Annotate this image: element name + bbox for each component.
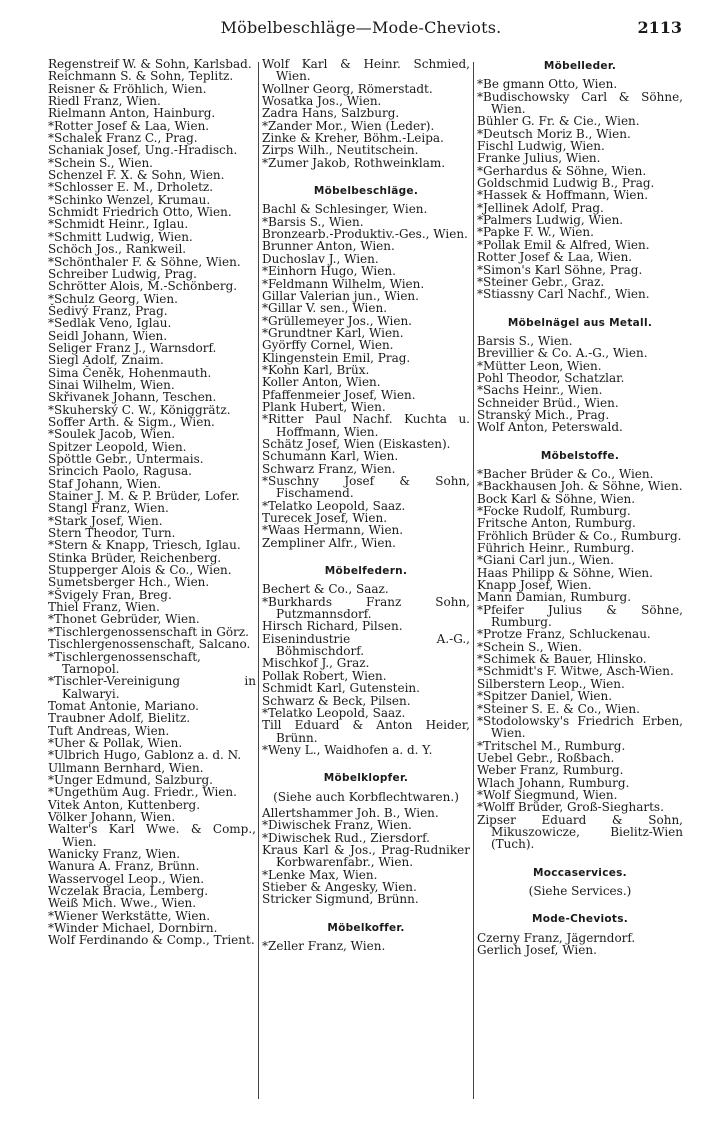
directory-entry: *Diwischek Rud., Ziersdorf. — [262, 830, 430, 845]
section-heading: Möbelfedern. — [324, 565, 408, 578]
directory-entry: *Pollak Emil & Alfred, Wien. — [477, 237, 650, 252]
directory-entry: Stupperger Alois & Co., Wien. — [48, 563, 232, 578]
section-heading: Möbelleder. — [543, 60, 617, 72]
directory-entry: *Wiener Werkstätte, Wien. — [48, 908, 211, 923]
directory-entry: Vitek Anton, Kuttenberg. — [48, 797, 201, 812]
directory-entry: *Steiner S. E. & Co., Wien. — [477, 701, 640, 716]
directory-entry: *Wolff Brüder, Groß-Siegharts. — [477, 800, 664, 815]
directory-entry: *Simon's Karl Söhne, Prag. — [477, 262, 643, 277]
directory-entry: *Budischowsky Carl & Söhne, Wien. — [477, 89, 683, 117]
directory-entry: Schwarz Franz, Wien. — [262, 461, 396, 476]
directory-entry: Gillar Valerian jun., Wien. — [262, 288, 419, 303]
directory-entry: Silberstern Leop., Wien. — [477, 676, 625, 691]
directory-entry: *Stark Josef, Wien. — [48, 513, 163, 528]
directory-entry: Koller Anton, Wien. — [262, 375, 381, 390]
section-heading: Möbelkoffer. — [327, 921, 405, 934]
directory-entry: *Tischler-Vereinigung in Kalwaryi. — [48, 674, 256, 701]
directory-entry: Sima Čeněk, Hohenmauth. — [48, 365, 212, 380]
directory-entry: *Palmers Ludwig, Wien. — [477, 213, 624, 228]
directory-entry: Sinai Wilhelm, Wien. — [48, 377, 175, 392]
directory-entry: *Unger Edmund, Salzburg. — [48, 772, 213, 787]
directory-entry: *Mütter Leon, Wien. — [477, 358, 602, 373]
directory-entry: *Schalek Franz C., Prag. — [48, 131, 198, 146]
directory-entry: *Thonet Gebrüder, Wien. — [48, 612, 200, 627]
directory-entry: *Sedlak Veno, Iglau. — [48, 316, 172, 331]
directory-entry: Reisner & Fröhlich, Wien. — [48, 81, 207, 96]
page-header — [40, 18, 682, 42]
directory-entry: Tischlergenossenschaft, Salcano. — [48, 637, 251, 652]
directory-entry: Reichmann S. & Sohn, Teplitz. — [48, 69, 234, 84]
directory-entry: Eisenindustrie A.-G., Böhmischdorf. — [262, 631, 470, 659]
directory-entry: Bachl & Schlesinger, Wien. — [262, 202, 428, 217]
directory-entry: *Švigely Fran, Breg. — [48, 587, 172, 602]
directory-entry: *Bacher Brüder & Co., Wien. — [477, 466, 654, 481]
directory-entry: *Feldmann Wilhelm, Wien. — [262, 276, 425, 291]
directory-entry: *Diwischek Franz, Wien. — [262, 818, 412, 833]
directory-entry: *Grüllemeyer Jos., Wien. — [262, 313, 412, 328]
directory-entry: *Schmidt Heinr., Iglau. — [48, 217, 189, 232]
directory-entry: Pfaffenmeier Josef, Wien. — [262, 387, 416, 402]
directory-entry: Stieber & Angesky, Wien. — [262, 879, 417, 894]
directory-entry: Stangl Franz, Wien. — [48, 501, 169, 516]
directory-entry: Stricker Sigmund, Brünn. — [262, 892, 419, 907]
directory-entry: *Weny L., Waidhofen a. d. Y. — [262, 742, 433, 757]
directory-entry: Mischkof J., Graz. — [262, 656, 370, 671]
directory-entry: Schreiber Ludwig, Prag. — [48, 266, 197, 281]
directory-entry: *Telatko Leopold, Saaz. — [262, 705, 406, 720]
directory-entry: Rotter Josef & Laa, Wien. — [477, 250, 633, 265]
directory-entry: Uebel Gebr., Roßbach. — [477, 750, 615, 765]
directory-entry: Schwarz & Beck, Pilsen. — [262, 693, 411, 708]
directory-entry: Duchoslav J., Wien. — [262, 251, 379, 266]
directory-entry: Weber Franz, Rumburg. — [477, 763, 624, 778]
directory-entry: Schätz Josef, Wien (Eiskasten). — [262, 436, 451, 451]
directory-entry: Klingenstein Emil, Prag. — [262, 350, 411, 365]
directory-entry: Plank Hubert, Wien. — [262, 399, 386, 414]
directory-entry: Wlach Johann, Rumburg. — [477, 775, 630, 790]
directory-entry: *Schmidt's F. Witwe, Asch-Wien. — [477, 664, 674, 679]
directory-entry: Pohl Theodor, Schatzlar. — [477, 370, 625, 385]
directory-entry: Zempliner Alfr., Wien. — [262, 535, 396, 550]
directory-entry: *Jellinek Adolf, Prag. — [477, 200, 604, 215]
directory-entry: Siegl Adolf, Znaim. — [48, 353, 164, 368]
directory-entry: Zipser Eduard & Sohn, Mikuszowicze, Bielitz-Wien (Tuch). — [477, 812, 683, 852]
directory-entry: *Schlosser E. M., Drholetz. — [48, 180, 214, 195]
directory-entry: *Pfeifer Julius & Söhne, Rumburg. — [477, 602, 683, 630]
directory-entry: Wanicky Franz, Wien. — [48, 847, 181, 861]
directory-entry: *Soulek Jacob, Wien. — [48, 427, 176, 442]
directory-entry: Schumann Karl, Wien. — [262, 449, 399, 464]
directory-entry: Spitzer Leopold, Wien. — [48, 439, 187, 454]
directory-entry: *Grundtner Karl, Wien. — [262, 325, 404, 340]
directory-entry: Kraus Karl & Jos., Prag-Rudniker Korbwarenfabr., Wien. — [262, 842, 470, 870]
directory-entry: Staf Johann, Wien. — [48, 476, 162, 491]
directory-entry: Fritsche Anton, Rumburg. — [477, 516, 636, 531]
directory-entry: Wolf Karl & Heinr. Schmied, Wien. — [262, 57, 470, 84]
directory-entry: Wczelak Bracia, Lemberg. — [48, 884, 209, 899]
page-number: 2113 — [637, 18, 682, 37]
directory-entry: *Gerhardus & Söhne, Wien. — [477, 163, 647, 178]
directory-entry: *Waas Hermann, Wien. — [262, 523, 404, 538]
directory-entry: Mann Damian, Rumburg. — [477, 590, 632, 605]
directory-entry: Zadra Hans, Salzburg. — [262, 106, 400, 121]
directory-entry: *Ritter Paul Nachf. Kuchta u. Hoffmann, Wien. — [262, 412, 470, 439]
page-title: Möbelbeschläge—Mode-Cheviots. — [220, 18, 502, 37]
directory-entry: Wolf Ferdinando & Comp., Trient. — [48, 933, 255, 948]
directory-entry: Czerny Franz, Jägerndorf. — [477, 930, 636, 945]
directory-entry: *Ungethüm Aug. Friedr., Wien. — [48, 785, 237, 800]
section-note: (Siehe Services.) — [528, 883, 632, 898]
directory-entry: Brunner Anton, Wien. — [262, 239, 395, 254]
directory-entry: *Schein S., Wien. — [477, 639, 582, 654]
directory-entry: *Schinko Wenzel, Krumau. — [48, 192, 211, 207]
directory-entry: *Backhausen Joh. & Söhne, Wien. — [477, 479, 683, 494]
directory-entry: *Stodolowsky's Friedrich Erben, Wien. — [477, 713, 683, 741]
directory-entry: Schmidt Friedrich Otto, Wien. — [48, 205, 232, 220]
directory-entry: Stern Theodor, Turn. — [48, 526, 176, 541]
column-1 — [48, 58, 256, 947]
directory-entry: Allertshammer Joh. B., Wien. — [262, 805, 439, 820]
column-rule — [258, 62, 259, 1099]
directory-entry: Hirsch Richard, Pilsen. — [262, 619, 403, 634]
directory-entry: Stainer J. M. & P. Brüder, Lofer. — [48, 489, 240, 504]
directory-entry: Šedivý Franz, Prag. — [48, 303, 168, 318]
directory-entry: Schmidt Karl, Gutenstein. — [262, 681, 420, 696]
section-heading: Möbelstoffe. — [540, 449, 620, 462]
directory-entry: Bühler G. Fr. & Cie., Wien. — [477, 114, 640, 129]
directory-entry: *Wolf Siegmund, Wien. — [477, 787, 618, 802]
directory-entry: Schenzel F. X. & Sohn, Wien. — [48, 168, 225, 183]
section-heading: Möbelnägel aus Metall. — [507, 316, 653, 329]
directory-entry: *Sachs Heinr., Wien. — [477, 383, 603, 398]
directory-entry: *Focke Rudolf, Rumburg. — [477, 504, 631, 518]
directory-entry: *Kohn Karl, Brüx. — [262, 362, 370, 377]
directory-entry: *Stern & Knapp, Triesch, Iglau. — [48, 538, 241, 553]
directory-entry: *Tritschel M., Rumburg. — [477, 738, 626, 753]
directory-entry: *Zander Mor., Wien (Leder). — [262, 118, 435, 133]
directory-entry: Schrötter Alois, M.-Schönberg. — [48, 279, 238, 294]
directory-entry: Völker Johann, Wien. — [48, 809, 176, 824]
directory-entry: *Schimek & Bauer, Hlinsko. — [477, 652, 647, 667]
directory-entry: *Giani Carl jun., Wien. — [477, 553, 614, 568]
column-rule — [473, 62, 474, 1099]
directory-entry: *Be gmann Otto, Wien. — [477, 77, 618, 92]
directory-entry: Seliger Franz J., Warnsdorf. — [48, 340, 217, 355]
directory-entry: Bechert & Co., Saaz. — [262, 582, 389, 597]
directory-entry: Fröhlich Brüder & Co., Rumburg. — [477, 528, 682, 543]
directory-entry: Skřivanek Johann, Teschen. — [48, 390, 217, 405]
directory-entry: *Schein S., Wien. — [48, 155, 153, 170]
directory-entry: *Spitzer Daniel, Wien. — [477, 689, 613, 704]
directory-entry: Pollak Robert, Wien. — [262, 668, 387, 683]
directory-entry: Barsis S., Wien. — [477, 333, 573, 348]
directory-entry: *Protze Franz, Schluckenau. — [477, 627, 651, 642]
directory-entry: Walter's Karl Wwe. & Comp., Wien. — [48, 822, 256, 849]
directory-entry: Traubner Adolf, Bielitz. — [48, 711, 191, 726]
directory-entry: *Winder Michael, Dornbirn. — [48, 921, 218, 936]
directory-entry: Zinke & Kreher, Böhm.-Leipa. — [262, 131, 444, 146]
directory-entry: *Suschny Josef & Sohn, Fischamend. — [262, 474, 470, 501]
directory-entry: *Hassek & Hoffmann, Wien. — [477, 188, 649, 203]
directory-entry: *Uher & Pollak, Wien. — [48, 735, 183, 750]
column-3 — [477, 58, 683, 956]
directory-entry: *Tischlergenossenschaft, Tarnopol. — [48, 649, 201, 676]
directory-entry: *Rotter Josef & Laa, Wien. — [48, 118, 210, 133]
directory-entry: Franke Julius, Wien. — [477, 151, 601, 166]
directory-entry: Führich Heinr., Rumburg. — [477, 541, 635, 556]
directory-entry: *Stiassny Carl Nachf., Wien. — [477, 287, 650, 302]
directory-entry: Seidl Johann, Wien. — [48, 328, 168, 343]
directory-entry: *Einhorn Hugo, Wien. — [262, 264, 396, 279]
directory-entry: Turecek Josef, Wien. — [262, 511, 388, 526]
directory-entry: Soffer Arth. & Sigm., Wien. — [48, 414, 215, 429]
directory-entry: Wolf Anton, Peterswald. — [477, 420, 623, 435]
directory-entry: Till Eduard & Anton Heider, Brünn. — [262, 718, 470, 745]
section-heading: Möbelbeschläge. — [313, 185, 419, 198]
directory-entry: Zirps Wilh., Neutitschein. — [262, 143, 419, 158]
directory-entry: Wollner Georg, Römerstadt. — [262, 81, 433, 96]
directory-entry: *Burkhards Franz Sohn, Putzmannsdorf. — [262, 594, 470, 622]
directory-entry: Schaniak Josef, Ung.-Hradisch. — [48, 143, 238, 158]
directory-entry: Regenstreif W. & Sohn, Karlsbad. — [48, 57, 252, 71]
directory-entry: Gerlich Josef, Wien. — [477, 943, 597, 957]
directory-entry: *Tischlergenossenschaft in Görz. — [48, 624, 249, 639]
directory-entry: Goldschmid Ludwig B., Prag. — [477, 176, 655, 191]
section-heading: Mode-Cheviots. — [531, 913, 629, 926]
directory-entry: *Telatko Leopold, Saaz. — [262, 498, 406, 513]
section-note: (Siehe auch Korbflechtwaren.) — [273, 789, 459, 804]
directory-entry: *Schönthaler F. & Söhne, Wien. — [48, 254, 241, 269]
directory-entry: Wosatka Jos., Wien. — [262, 94, 382, 109]
directory-entry: *Gillar V. sen., Wien. — [262, 301, 388, 316]
directory-entry: Wasservogel Leop., Wien. — [48, 871, 205, 886]
directory-entry: *Schulz Georg, Wien. — [48, 291, 178, 306]
directory-entry: *Zeller Franz, Wien. — [262, 939, 386, 953]
directory-entry: *Deutsch Moriz B., Wien. — [477, 126, 631, 141]
directory-entry: *Lenke Max, Wien. — [262, 867, 378, 882]
column-2 — [262, 58, 470, 952]
directory-entry: *Barsis S., Wien. — [262, 214, 364, 229]
section-heading: Möbelklopfer. — [323, 772, 409, 785]
directory-entry: Fischl Ludwig, Wien. — [477, 139, 605, 154]
directory-entry: Bock Karl & Söhne, Wien. — [477, 491, 636, 506]
directory-entry: *Ulbrich Hugo, Gablonz a. d. N. — [48, 748, 242, 763]
directory-entry: Ullmann Bernhard, Wien. — [48, 760, 204, 775]
directory-entry: Haas Philipp & Söhne, Wien. — [477, 565, 653, 580]
directory-entry: Thiel Franz, Wien. — [48, 600, 160, 615]
directory-entry: *Steiner Gebr., Graz. — [477, 274, 605, 289]
section-heading: Moccaservices. — [533, 866, 627, 879]
directory-entry: Stinka Brüder, Reichenberg. — [48, 550, 222, 565]
directory-entry: *Zumer Jakob, Rothweinklam. — [262, 155, 446, 170]
directory-entry: Schneider Brüd., Wien. — [477, 395, 619, 410]
directory-entry: Schöch Jos., Rankweil. — [48, 242, 187, 257]
directory-entry: *Papke F. W., Wien. — [477, 225, 594, 240]
directory-entry: Tuft Andreas, Wien. — [48, 723, 170, 738]
directory-entry: Srincich Paolo, Ragusa. — [48, 464, 192, 479]
directory-entry: Bronzearb.-Produktiv.-Ges., Wien. — [262, 227, 468, 242]
directory-entry: Stranský Mich., Prag. — [477, 407, 610, 422]
directory-entry: Weiß Mich. Wwe., Wien. — [48, 896, 197, 911]
directory-entry: Brevillier & Co. A.-G., Wien. — [477, 346, 648, 361]
directory-entry: Spöttle Gebr., Untermais. — [48, 452, 204, 466]
directory-entry: Rielmann Anton, Hainburg. — [48, 106, 216, 121]
directory-entry: Györffy Cornel, Wien. — [262, 338, 394, 353]
directory-entry: Sumetsberger Hch., Wien. — [48, 575, 210, 590]
directory-entry: *Skuherský C. W., Königgrätz. — [48, 402, 231, 417]
directory-entry: Riedl Franz, Wien. — [48, 94, 161, 109]
directory-entry: *Schmitt Ludwig, Wien. — [48, 229, 193, 244]
directory-entry: Tomat Antonie, Mariano. — [48, 698, 199, 713]
directory-entry: Knapp Josef, Wien. — [477, 578, 592, 593]
directory-entry: Wanura A. Franz, Brünn. — [48, 859, 200, 874]
